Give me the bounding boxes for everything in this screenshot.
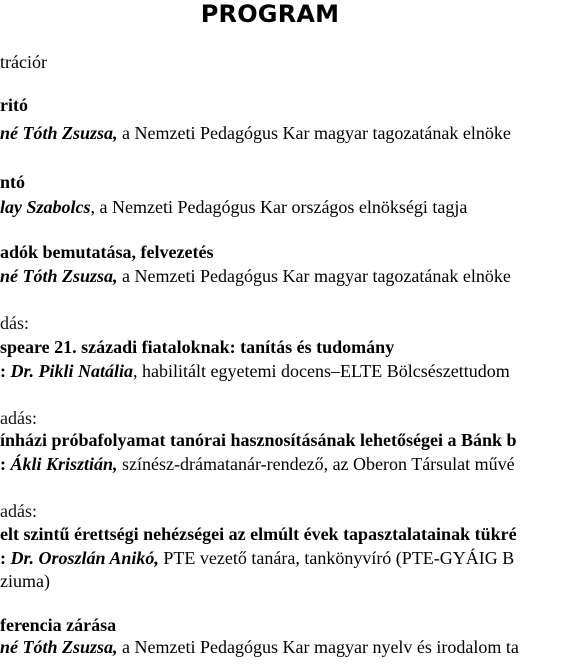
lecture-3-speaker bbox=[0, 547, 514, 569]
lecture-2-speaker bbox=[0, 453, 515, 475]
speaker-name: né Tóth Zsuzsa, bbox=[0, 637, 118, 657]
registration-line bbox=[0, 51, 47, 73]
speaker-name: lay Szabolcs bbox=[0, 197, 91, 217]
greeting-speaker bbox=[0, 196, 467, 218]
opening-speaker bbox=[0, 122, 511, 144]
greeting-heading: ntó bbox=[0, 172, 26, 192]
lecture-1-title: speare 21. századi fiataloknak: tanítás és tudomány bbox=[0, 337, 395, 357]
registration-text: trációr bbox=[0, 52, 47, 72]
speaker-name: Ákli Krisztián, bbox=[10, 454, 118, 474]
speaker-role: , a Nemzeti Pedagógus Kar országos elnökségi tagja bbox=[90, 197, 468, 217]
lecture-2-title: ínházi próbafolyamat tanórai hasznosításának lehetőségei a Bánk b bbox=[0, 430, 517, 450]
lecture-2-label: adás: bbox=[0, 408, 37, 428]
lecture-1-speaker bbox=[0, 360, 510, 382]
speaker-name: Dr. Oroszlán Anikó, bbox=[10, 548, 159, 568]
closing-speaker bbox=[0, 636, 519, 658]
speaker-name: Dr. Pikli Natália bbox=[10, 361, 134, 381]
lecture-1-label: dás: bbox=[0, 313, 29, 333]
speaker-prefix: : bbox=[0, 361, 11, 381]
speaker-name: né Tóth Zsuzsa, bbox=[0, 123, 118, 143]
speaker-prefix: : bbox=[0, 454, 11, 474]
lecture-3-label: adás: bbox=[0, 501, 37, 521]
lecture-3-title: elt szintű érettségi nehézségei az elmúlt évek tapasztalatainak tükré bbox=[0, 524, 517, 544]
speaker-role: PTE vezető tanára, tankönyvíró (PTE-GYÁIG B bbox=[158, 548, 515, 568]
intro-heading: adók bemutatása, felvezetés bbox=[0, 242, 214, 262]
speaker-role: , habilitált egyetemi docens–ELTE Bölcsészettudom bbox=[133, 361, 510, 381]
lecture-3-speaker-cont: ziuma) bbox=[0, 571, 50, 591]
intro-speaker bbox=[0, 265, 511, 287]
speaker-name: né Tóth Zsuzsa, bbox=[0, 266, 118, 286]
closing-heading: ferencia zárása bbox=[0, 615, 117, 635]
speaker-role: a Nemzeti Pedagógus Kar magyar tagozatának elnöke bbox=[117, 266, 511, 286]
speaker-role: a Nemzeti Pedagógus Kar magyar tagozatának elnöke bbox=[117, 123, 511, 143]
opening-heading: ritó bbox=[0, 95, 28, 115]
speaker-prefix: : bbox=[0, 548, 11, 568]
page-title: PROGRAM bbox=[200, 0, 340, 28]
speaker-role: színész-drámatanár-rendező, az Oberon Társulat művé bbox=[117, 454, 515, 474]
speaker-role: a Nemzeti Pedagógus Kar magyar nyelv és irodalom ta bbox=[117, 637, 519, 657]
